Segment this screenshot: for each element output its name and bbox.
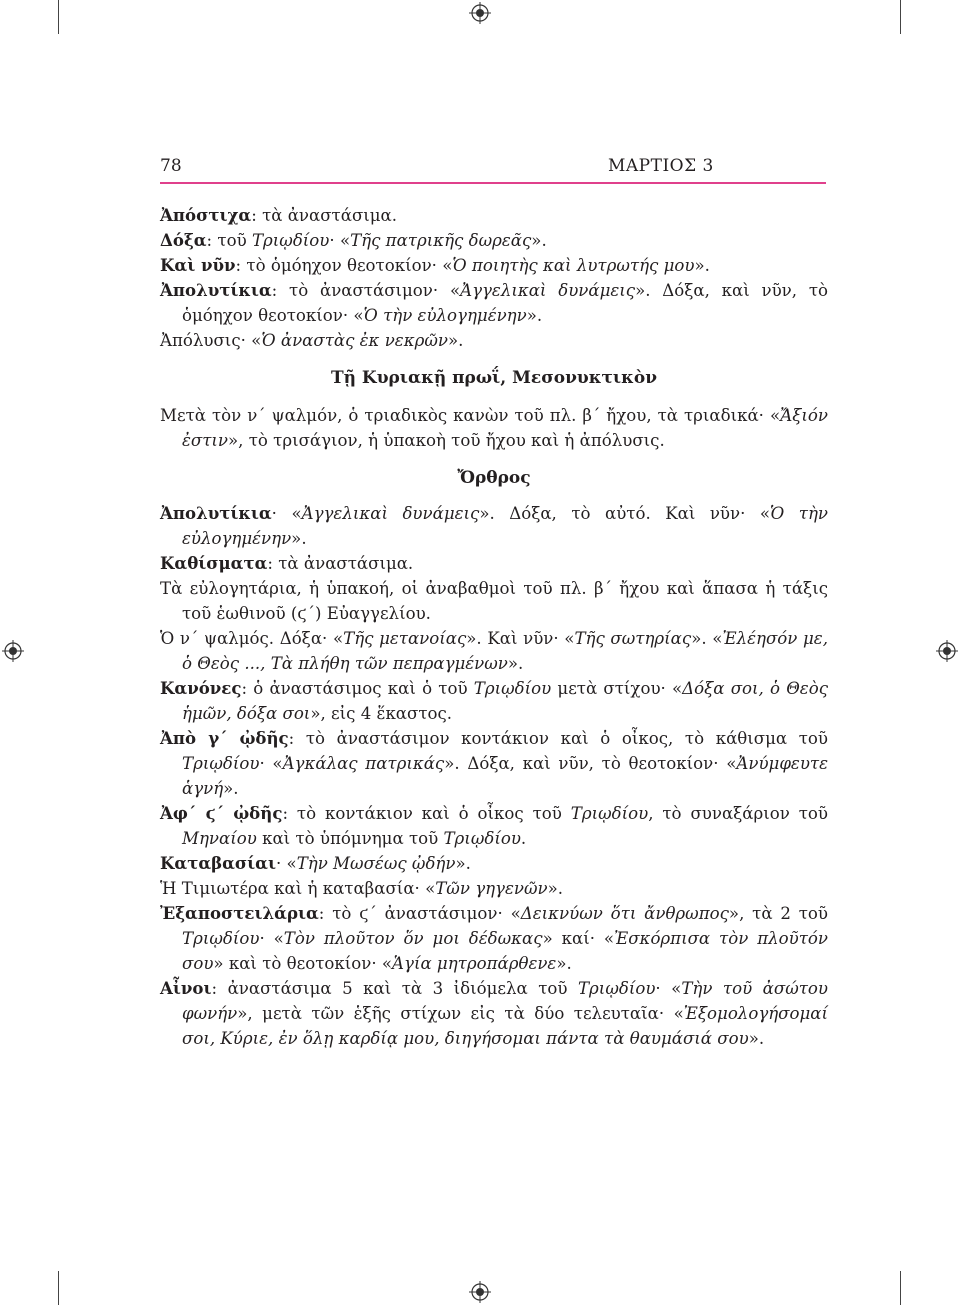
- crop-mark-top-right: [900, 0, 901, 34]
- running-header: [160, 152, 826, 184]
- paragraph-kanones: Κανόνες: ὁ ἀναστάσιμος καὶ ὁ τοῦ Τριῳδίου μετὰ στίχου· «Δόξα σοι, ὁ Θεὸς ἡμῶν, δόξα σοι», εἰς 4 ἕκαστος.: [160, 678, 828, 723]
- paragraph-mesonyktikon: Μετὰ τὸν ν΄ ψαλμόν, ὁ τριαδικὸς κανὼν τοῦ πλ. β΄ ἤχου, τὰ τριαδικά· «Ἄξιόν ἐστιν», τὸ τρισάγιον, ἡ ὑπακοὴ τοῦ ἤχου καὶ ἡ ἀπόλυσις.: [160, 406, 828, 450]
- paragraph-aposticha: Ἀπόστιχα: τὰ ἀναστάσιμα.: [160, 205, 398, 225]
- paragraph-exapostilaria: Ἐξαποστειλάρια: τὸ ϛ΄ ἀναστάσιμον· «Δεικνύων ὅτι ἄνθρωπος», τὰ 2 τοῦ Τριῳδίου· «Τὸν πλοῦτον ὅν μοι δέδωκας» καί· «Ἐσκόρπισα τὸν πλοῦτόν σου» καὶ τὸ θεοτοκίον· «Ἁγία μητροπάρθενε».: [160, 903, 829, 973]
- paragraph-apolysis: Ἀπόλυσις· «Ὁ ἀναστὰς ἐκ νεκρῶν».: [160, 331, 464, 350]
- paragraph-orthros-apolytikia: Ἀπολυτίκια· «Ἀγγελικαὶ δυνάμεις». Δόξα, τὸ αὐτό. Καὶ νῦν· «Ὁ τὴν εὐλογημένην».: [160, 503, 828, 548]
- paragraph-psalm-50: Ὁ ν΄ ψαλμός. Δόξα· «Τῆς μετανοίας». Καὶ νῦν· «Τῆς σωτηρίας». «Ἐλέησόν με, ὁ Θεὸς ..., Τὰ πλήθη τῶν πεπραγμένων».: [160, 629, 828, 673]
- paragraph-ode-6: Ἀφ΄ ϛ΄ ᾠδῆς: τὸ κοντάκιον καὶ ὁ οἶκος τοῦ Τριῳδίου, τὸ συναξάριον τοῦ Μηναίου καὶ τὸ ὑπόμνημα τοῦ Τριῳδίου.: [160, 803, 828, 848]
- paragraph-apolytikia: Ἀπολυτίκια: τὸ ἀναστάσιμον· «Ἀγγελικαὶ δυνάμεις». Δόξα, καὶ νῦν, τὸ ὁμόηχον θεοτοκίον· «Ὁ τὴν εὐλογημένην».: [160, 280, 828, 325]
- section-heading-orthros: Ὄρθρος: [457, 468, 531, 488]
- registration-mark-bottom-icon: [469, 1281, 491, 1303]
- crop-mark-bottom-left: [58, 1271, 59, 1305]
- paragraph-kathismata: Καθίσματα: τὰ ἀναστάσιμα.: [160, 553, 414, 573]
- crop-mark-bottom-right: [900, 1271, 901, 1305]
- paragraph-kai-nyn: Καὶ νῦν: τὸ ὁμόηχον θεοτοκίον· «Ὁ ποιητὴς καὶ λυτρωτής μου».: [160, 255, 710, 275]
- paragraph-timiotera: Ἡ Τιμιωτέρα καὶ ἡ καταβασία· «Τῶν γηγενῶν».: [160, 879, 564, 898]
- registration-mark-left-icon: [2, 640, 24, 662]
- body-text: [160, 203, 828, 1051]
- paragraph-evlogitaria: Τὰ εὐλογητάρια, ἡ ὑπακοή, οἱ ἀναβαθμοὶ τοῦ πλ. β΄ ἤχου καὶ ἅπασα ἡ τάξις τοῦ ἑωθινοῦ (ϛ΄) Εὐαγγελίου.: [160, 579, 828, 623]
- header-rule: [160, 182, 826, 184]
- paragraph-doxa: Δόξα: τοῦ Τριῳδίου· «Τῆς πατρικῆς δωρεᾶς».: [160, 230, 547, 250]
- paragraph-katavasiai: Καταβασίαι· «Τὴν Μωσέως ᾠδήν».: [160, 853, 471, 873]
- header-title: ΜΑΡΤΙΟΣ 3: [608, 156, 714, 176]
- registration-mark-right-icon: [936, 640, 958, 662]
- crop-mark-top-left: [58, 0, 59, 34]
- section-heading-mesonyktikon: Τῇ Κυριακῇ πρωΐ, Μεσονυκτικὸν: [330, 368, 658, 388]
- registration-mark-top-icon: [469, 2, 491, 24]
- paragraph-ode-3: Ἀπὸ γ΄ ᾠδῆς: τὸ ἀναστάσιμον κοντάκιον καὶ ὁ οἶκος, τὸ κάθισμα τοῦ Τριῳδίου· «Ἀγκάλας πατρικάς». Δόξα, καὶ νῦν, τὸ θεοτοκίον· «Ἀνύμφευτε ἁγνή».: [160, 728, 829, 798]
- paragraph-ainoi: Αἶνοι: ἀναστάσιμα 5 καὶ τὰ 3 ἰδιόμελα τοῦ Τριῳδίου· «Τὴν τοῦ ἀσώτου φωνήν», μετὰ τῶν ἑξῆς στίχων εἰς τὰ δύο τελευταῖα· «Ἐξομολογήσομαί σοι, Κύριε, ἐν ὅλῃ καρδίᾳ μου, διηγήσομαι πάντα τὰ θαυμάσιά σου».: [160, 978, 828, 1048]
- page-number: 78: [160, 156, 182, 176]
